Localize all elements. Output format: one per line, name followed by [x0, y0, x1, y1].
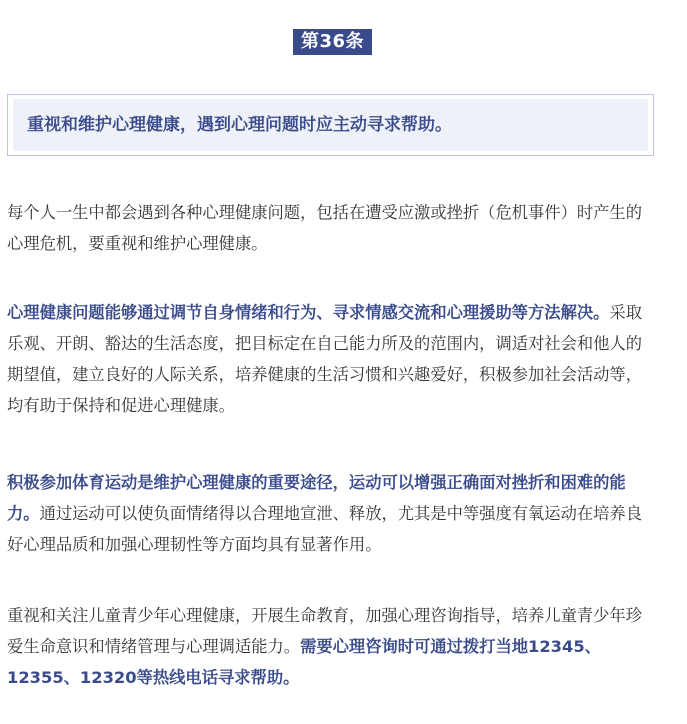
- paragraph-3-text: 通过运动可以使负面情绪得以合理地宣泄、释放，尤其是中等强度有氧运动在培养良好心理品质和加强心理韧性等方面均具有显著作用。: [7, 504, 642, 554]
- paragraph-3: [7, 467, 657, 560]
- paragraph-4-emphasis: 需要心理咨询时可通过拨打当地12345、12355、12320等热线电话寻求帮助。: [7, 637, 601, 687]
- summary-box: [7, 94, 654, 156]
- paragraph-4-text: 重视和关注儿童青少年心理健康，开展生命教育，加强心理咨询指导，培养儿童青少年珍爱生命意识和情绪管理与心理调适能力。: [7, 606, 642, 656]
- paragraph-3-emphasis: 积极参加体育运动是维护心理健康的重要途径，运动可以增强正确面对挫折和困难的能力。: [7, 473, 626, 523]
- paragraph-1-text: 每个人一生中都会遇到各种心理健康问题，包括在遭受应激或挫折（危机事件）时产生的心理危机，要重视和维护心理健康。: [7, 203, 642, 253]
- paragraph-1: [7, 197, 657, 259]
- summary-text: 重视和维护心理健康，遇到心理问题时应主动寻求帮助。: [13, 99, 648, 151]
- article-number-badge: 第36条: [293, 29, 372, 55]
- paragraph-2-emphasis: 心理健康问题能够通过调节自身情绪和行为、寻求情感交流和心理援助等方法解决。: [7, 303, 610, 322]
- article-number-wrapper: [0, 29, 665, 55]
- paragraph-2: [7, 297, 657, 421]
- paragraph-2-text: 采取乐观、开朗、豁达的生活态度，把目标定在自己能力所及的范围内，调适对社会和他人的期望值，建立良好的人际关系，培养健康的生活习惯和兴趣爱好，积极参加社会活动等，均有助于保持和促进心理健康。: [7, 303, 642, 415]
- paragraph-4: [7, 600, 657, 693]
